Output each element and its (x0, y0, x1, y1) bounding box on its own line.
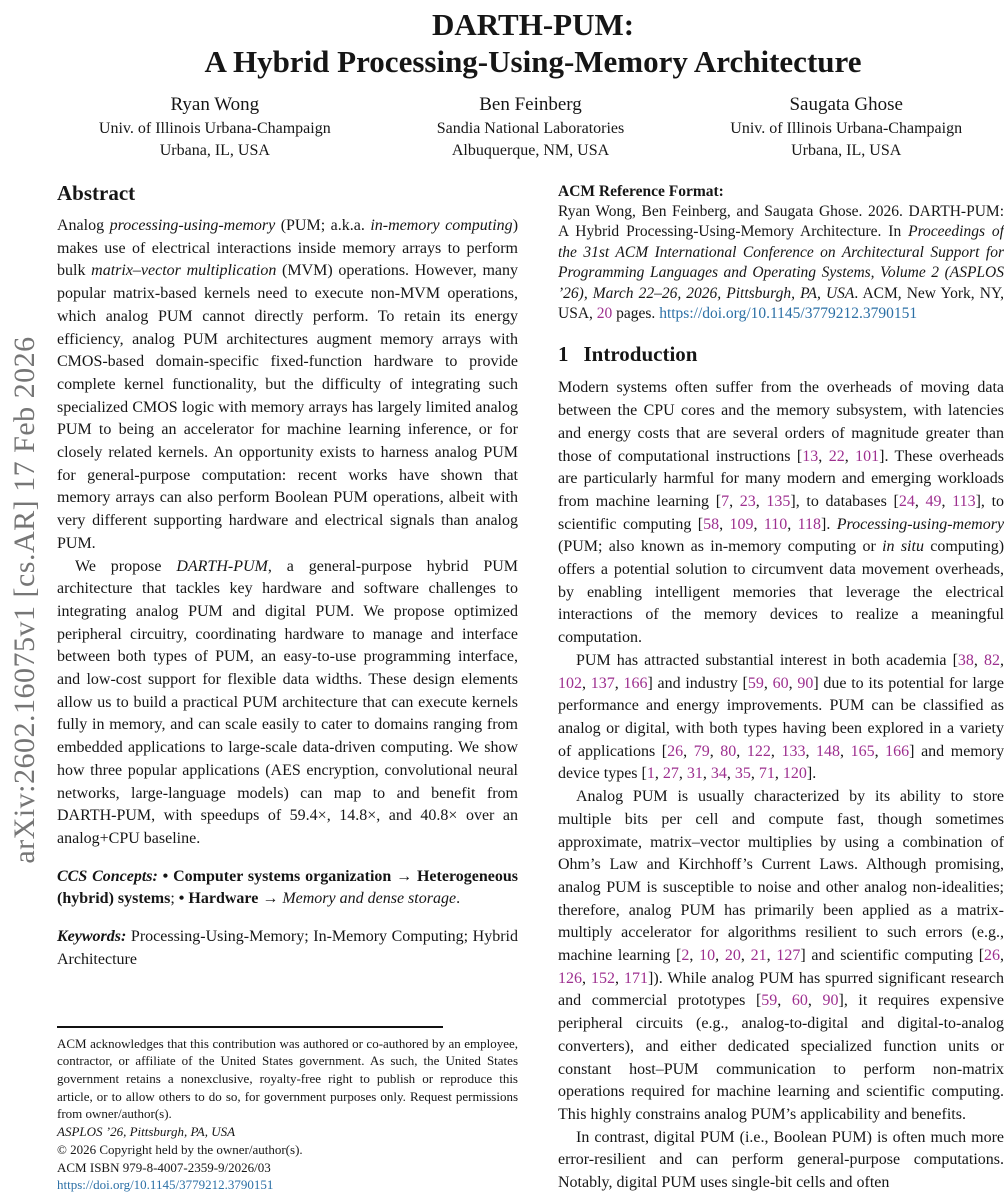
citation-ref[interactable]: 120 (782, 765, 807, 783)
text-run: , (709, 742, 721, 760)
text-run: Memory and dense storage (282, 890, 457, 908)
text-run: Modern systems often suffer from the overheads of moving data between the CPU cores and the memory subsystem, with latencies and energy costs that are several orders of magnitude greater than those of computational instructions [ (558, 379, 1004, 465)
text-run: , (805, 742, 817, 760)
text-run: Analog (57, 217, 110, 234)
text-run: , (763, 674, 773, 692)
citation-ref[interactable]: 24 (898, 492, 915, 510)
citation-ref[interactable]: 13 (802, 447, 819, 465)
section-number: 1 (558, 342, 569, 367)
text-run: , (729, 492, 740, 510)
text-run: , (1000, 651, 1004, 669)
footnote-venue: ASPLOS ’26, Pittsburgh, PA, USA (57, 1124, 236, 1140)
text-run: ]. These overheads are particularly harmful for many modern and emerging workloads from machine learning [ (558, 447, 1004, 510)
citation-ref[interactable]: 110 (763, 515, 788, 533)
citation-ref[interactable]: 34 (710, 765, 727, 783)
right-column (558, 182, 1004, 1200)
author-block (688, 92, 1004, 161)
text-run: , (719, 515, 730, 533)
text-run: We propose (75, 557, 177, 575)
text-run: ]. (821, 515, 837, 533)
text-run: , (914, 492, 926, 510)
text-run: , (678, 765, 687, 783)
citation-ref[interactable]: 113 (952, 492, 976, 510)
footnote-permission-text: ACM acknowledges that this contribution was authored or co-authored by an employee, contractor, or affiliate of the United States government. As such, the United States government retains a nonexclusive, royalty-free right to publish or reproduce this article, or to allow others to do so, for government purposes only. Request permissions from owner/author(s). (57, 1035, 518, 1122)
acm-reference-text (558, 202, 1004, 324)
citation-ref[interactable]: 2 (681, 947, 690, 965)
text-run: , (702, 765, 711, 783)
citation-ref[interactable]: 171 (624, 969, 649, 987)
citation-ref[interactable]: 59 (761, 992, 778, 1010)
text-run: pages. (612, 305, 660, 323)
citation-ref[interactable]: 152 (591, 969, 616, 987)
citation-ref[interactable]: 126 (558, 969, 582, 987)
abstract-heading: Abstract (57, 181, 136, 205)
text-run: , (788, 674, 798, 692)
abstract-paragraph (57, 215, 518, 556)
text-run: Analog PUM is usually characterized by its ability to store multiple bits per cell and compute fast, though sometimes approximate, matrix–vector multiplies by using a combination of Ohm’s Law and Kirchhoff’s Current Laws. Although promising, analog PUM is susceptible to noise and other analog non-idealities; therefore, analog PUM has primarily been applied as a matrix-multiply accelerator for algorithms resilient to such errors (e.g., machine learning [ (558, 788, 1004, 965)
citation-ref[interactable]: 79 (693, 742, 710, 760)
abstract-paragraph (57, 556, 518, 851)
citation-ref[interactable]: 38 (957, 651, 974, 669)
text-run: in-memory computing (370, 217, 513, 234)
text-run: , (715, 947, 725, 965)
text-run: ]. (806, 765, 817, 783)
ccs-concepts (57, 866, 518, 911)
text-run: , (777, 992, 792, 1010)
keywords (57, 926, 518, 971)
citation-ref[interactable]: 27 (662, 765, 679, 783)
text-run: , (766, 947, 777, 965)
text-run: CCS Concepts: (57, 867, 163, 885)
text-run: (PUM; also known as in-memory computing or (558, 538, 883, 556)
citation-ref[interactable]: 23 (739, 492, 756, 510)
text-run: , (750, 765, 759, 783)
citation-ref[interactable]: 1 (646, 765, 655, 783)
citation-ref[interactable]: 26 (667, 742, 684, 760)
text-run: • Hardware → (178, 890, 283, 908)
text-run: ] and industry [ (647, 674, 748, 692)
citation-ref[interactable]: 60 (772, 674, 789, 692)
citation-ref[interactable]: 22 (828, 447, 845, 465)
text-run: ) makes use of electrical interactions inside memory arrays to perform bulk (57, 217, 519, 280)
text-run: , (973, 651, 985, 669)
footnote-rule (57, 1026, 443, 1028)
text-run: , (689, 947, 700, 965)
text-run: , (787, 515, 798, 533)
text-run: Processing-using-memory (836, 515, 1004, 533)
arxiv-watermark: arXiv:2602.16075v1 [cs.AR] 17 Feb 2026 (8, 336, 41, 864)
text-run: , (844, 447, 856, 465)
author-location: Urbana, IL, USA (159, 141, 270, 159)
author-name: Ryan Wong (170, 94, 260, 115)
author-affiliation: Univ. of Illinois Urbana-Champaign (98, 120, 331, 137)
text-run: ] due to its potential for large performance and energy improvements. PUM can be classified as analog or digital, with both types having been explored in a variety of applications [ (558, 674, 1004, 760)
text-run: , (736, 742, 747, 760)
intro-paragraph (558, 650, 1004, 786)
citation-ref[interactable]: 137 (590, 674, 615, 692)
text-run: matrix–vector multiplication (91, 262, 277, 280)
author-block (57, 92, 373, 161)
text-run: , (614, 674, 624, 692)
text-run: , (840, 742, 851, 760)
text-run: , a general-purpose hybrid PUM architecture that tackles key hardware and software challenges to integrating analog PUM and digital PUM. We propose optimized peripheral circuitry, coordinating hardware to manage and interface between both types of PUM, an easy-to-use programming interface, and low-cost support for flexible data widths. These design elements allow us to build a practical PUM architecture that can execute kernels fully in memory, and can scale easily to cater to domains ranging from embedded applications to large-scale data-driven computing. We show how three popular applications (AES encryption, convolutional neural networks, large-language models) can map to and benefit from DARTH-PUM, with speedups of 59.4×, 14.8×, and 40.8× over an analog+CPU baseline. (57, 557, 518, 847)
citation-ref[interactable]: 102 (558, 674, 582, 692)
text-run: ] and memory device types [ (558, 742, 1004, 783)
citation-ref[interactable]: 21 (750, 947, 767, 965)
text-run: , (774, 765, 783, 783)
citation-ref[interactable]: 166 (623, 674, 648, 692)
citation-ref[interactable]: 10 (699, 947, 716, 965)
intro-paragraph (558, 786, 1004, 1127)
text-run: In contrast, digital PUM (i.e., Boolean PUM) is often much more error-resilient and can perform general-purpose computations. Notably, digital PUM uses single-bit cells and often (558, 1128, 1004, 1192)
text-run: , (615, 969, 625, 987)
text-run: DARTH-PUM (176, 557, 268, 575)
doi-link[interactable]: https://doi.org/10.1145/3779212.3790151 (57, 1177, 274, 1193)
text-run: , (874, 742, 886, 760)
text-run: , (941, 492, 953, 510)
text-run: , (654, 765, 663, 783)
intro-paragraph (558, 377, 1004, 649)
citation-ref[interactable]: 90 (797, 674, 814, 692)
citation-ref[interactable]: 20 (596, 305, 613, 323)
text-run: , (1000, 947, 1004, 965)
citation-ref[interactable]: 122 (746, 742, 771, 760)
author-affiliation: Sandia National Laboratories (436, 120, 625, 137)
citation-ref[interactable]: 166 (885, 742, 910, 760)
section-title: Introduction (583, 342, 698, 367)
citation-ref[interactable]: 135 (766, 492, 791, 510)
citation-ref[interactable]: 133 (781, 742, 806, 760)
authors-row (57, 92, 1004, 161)
citation-ref[interactable]: 165 (850, 742, 875, 760)
citation-ref[interactable]: 7 (721, 492, 730, 510)
citation-ref[interactable]: 60 (791, 992, 808, 1010)
doi-link[interactable]: https://doi.org/10.1145/3779212.3790151 (659, 305, 918, 323)
text-run: Processing-Using-Memory; In-Memory Computing; Hybrid Architecture (57, 928, 518, 968)
text-run: Keywords: (57, 928, 131, 946)
acm-reference-heading: ACM Reference Format: (558, 183, 724, 200)
author-name: Saugata Ghose (789, 94, 903, 115)
paper-title-line1: DARTH-PUM: (431, 7, 635, 42)
citation-ref[interactable]: 35 (734, 765, 751, 783)
citation-ref[interactable]: 127 (776, 947, 801, 965)
author-block (373, 92, 689, 161)
citation-ref[interactable]: 20 (724, 947, 741, 965)
text-run: ], to databases [ (790, 492, 899, 510)
author-affiliation: Univ. of Illinois Urbana-Champaign (730, 120, 963, 137)
text-run: , (683, 742, 694, 760)
citation-ref[interactable]: 118 (797, 515, 821, 533)
text-run: ]). While analog PUM has spurred significant research and commercial prototypes [ (558, 969, 1004, 1010)
text-run: in situ (882, 538, 924, 556)
citation-ref[interactable]: 148 (816, 742, 841, 760)
citation-ref[interactable]: 101 (855, 447, 880, 465)
text-run: Proceedings of the 31st ACM International Conference on Architectural Support for Programming Languages and Operating Systems, Volume 2 (ASPLOS ’26), March 22–26, 2026, Pittsburgh, PA, USA (558, 223, 1004, 302)
text-run: . ACM, New York, NY, USA, (558, 284, 1004, 323)
text-run: (MVM) operations. However, many popular matrix-based kernels need to execute non-MVM operations, which analog PUM cannot directly perform. To retain its energy efficiency, analog PUM architectures augment memory arrays with CMOS-based domain-specific fixed-function hardware to provide complete kernel functionality, but the difficulty of integrating such specialized CMOS logic with memory arrays has largely limited analog PUM to being an accelerator for machine learning inference, or for closely related kernels. An opportunity exists to harness analog PUM for general-purpose computation: recent works have shown that memory arrays can also perform Boolean PUM operations, albeit with very different supporting hardware and electrical signals than analog PUM. (57, 262, 518, 552)
section-heading-introduction (558, 341, 1004, 367)
text-run: ], to scientific computing [ (558, 492, 1004, 533)
citation-ref[interactable]: 109 (729, 515, 754, 533)
text-run: , (755, 492, 767, 510)
text-run: , (818, 447, 829, 465)
citation-ref[interactable]: 49 (925, 492, 942, 510)
author-location: Urbana, IL, USA (791, 141, 902, 159)
text-run: , (582, 674, 591, 692)
text-run: ] and scientific computing [ (800, 947, 985, 965)
citation-ref[interactable]: 31 (686, 765, 703, 783)
citation-ref[interactable]: 90 (822, 992, 839, 1010)
text-run: computing) offers a potential solution to circumvent data movement overheads, by enabling intelligent memories that leverage the electrical interactions of the memory devices to realize a meaningful computation. (558, 538, 1004, 647)
text-run: . (456, 890, 461, 908)
paper-title-line2: A Hybrid Processing-Using-Memory Architecture (204, 44, 862, 79)
text-run: , (753, 515, 764, 533)
text-run: • Computer systems organization → Heterogeneous (hybrid) systems (57, 867, 518, 908)
author-name: Ben Feinberg (479, 94, 582, 115)
citation-ref[interactable]: 82 (984, 651, 1001, 669)
text-run: processing-using-memory (109, 217, 276, 234)
author-location: Albuquerque, NM, USA (451, 141, 610, 159)
citation-ref[interactable]: 58 (703, 515, 720, 533)
text-run: ], it requires expensive peripheral circuits (e.g., analog-to-digital and digital-to-analog converters), and either dedicated specialized function units or constant host–PUM communication to perform non-matrix operations required for machine learning and scientific computing. This highly constrains analog PUM’s applicability and benefits. (558, 992, 1004, 1123)
intro-paragraph (558, 1127, 1004, 1195)
footnote-copyright: © 2026 Copyright held by the owner/author(s). (57, 1141, 303, 1157)
text-run: , (807, 992, 823, 1010)
citation-ref[interactable]: 80 (720, 742, 737, 760)
footnote-block (57, 1018, 518, 1194)
title-block (62, 6, 1004, 80)
acm-reference-block (558, 182, 1004, 324)
footnote-isbn: ACM ISBN 979-8-4007-2359-9/2026/03 (57, 1159, 271, 1175)
text-run: , (726, 765, 735, 783)
text-run: Ryan Wong, Ben Feinberg, and Saugata Ghose. 2026. DARTH-PUM: A Hybrid Processing-Using-Memory Architecture. In (558, 203, 1004, 241)
text-run: , (582, 969, 592, 987)
text-run: (PUM; a.k.a. (275, 217, 371, 234)
text-run: , (740, 947, 751, 965)
citation-ref[interactable]: 59 (747, 674, 764, 692)
citation-ref[interactable]: 71 (758, 765, 775, 783)
text-run: PUM has attracted substantial interest in both academia [ (576, 651, 958, 669)
citation-ref[interactable]: 26 (984, 947, 1001, 965)
text-run: ; (170, 890, 179, 908)
text-run: , (770, 742, 782, 760)
